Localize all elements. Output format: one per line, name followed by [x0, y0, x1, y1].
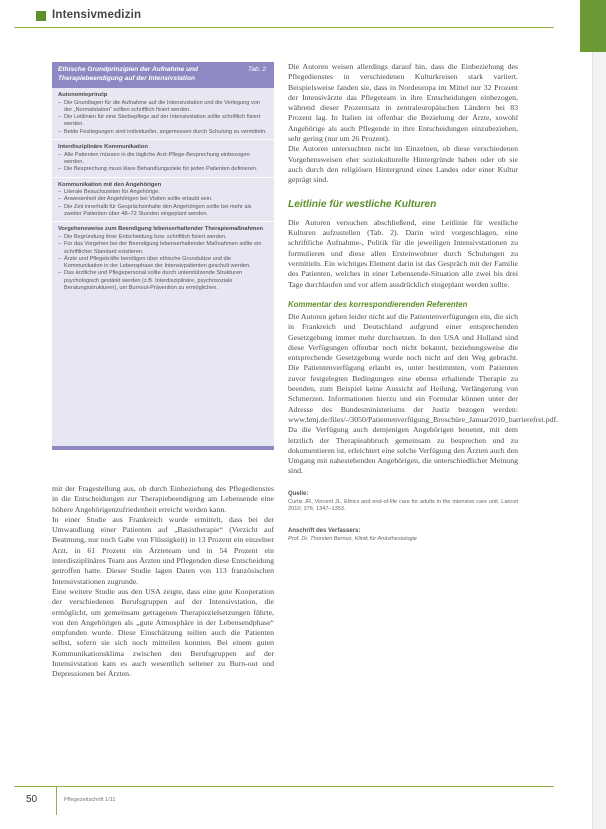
- subheading-guideline: Leitlinie für westliche Kulturen: [288, 198, 437, 210]
- header-marker: [36, 11, 46, 21]
- body-paragraph: In einer Studie aus Frankreich wurde ermittelt, dass bei der Umwandlung einer Patienten auf „Basistherapie“ (Verzicht auf Beatmung, nur noch Gabe von Flüssigkeit) in 13 Prozent ein einzelner Arzt, in 61 Prozent ein Ärzteteam und in 54 Prozent ein interdisziplinäres Team aus Ärzten und Pflegenden diese Entscheidung getroffen hatte. Dieser Studie lagen Daten von 113 französischen Intensivstationen zugrunde.: [52, 514, 274, 586]
- box-list-item: – Das ärztliche und Pflegepersonal sollte durch unterstützende Strukturen psychologisch gestärkt werden (z.B. Interdisziplinäre, psychosoziale Beratungsstrukturen), um Burnout-Prävention zu ermöglichen.: [58, 270, 268, 292]
- box-list-item: – Ärzte und Pflegekräfte benötigen über ethische Grundsätze und die Kommunikation in der Lebensphase der Intensivpatienten geschult werden.: [58, 256, 268, 271]
- running-header: [14, 6, 554, 28]
- body-paragraph: Die Autoren gehen leider nicht auf die Patientenverfügungen ein, die sich in Frankreich und Deutschland aufgrund einer entsprechenden Gesetzgebung immer mehr durchsetzen. In den USA und Holland sind diese Verfügungen offenbar noch nicht bekannt, beziehungsweise die entsprechende Gesetzgebung wurde noch nicht auf den Weg gebracht. Die Patientenverfügung erlaubt es, unter bestimmten, vom Patienten zuvor festgelegten Bedingungen eine ebenso erhaltende Therapie zu beenden, zum Beispiel keine Aussicht auf Heilung, Verlängerung von Schmerzen. Informationen hierzu und ein Formular können unter der Adresse des Bundesministeriums der Justiz bezogen werden: www.bmj.de/files/-/3050/Patientenverfügung_Broschüre_Januar2010_barrierefrei.pdf. Da die Verfügung auch demjenigen Angehörigen benennt, mit dem letztlich der Therapieabbruch gemeinsam zu besprechen und zu dokumentieren ist, erleichtert eine solche Verfügung den Ärzten auch den Umgang mit nahestehenden Angehörigen, die unterschiedlicher Meinung sind.: [288, 311, 559, 476]
- box-list-item: – Anwesenheit der Angehörigen bei Visiten sollte erlaubt sein.: [58, 196, 268, 203]
- info-box-table: [52, 62, 274, 450]
- box-list-item: – Alle Patienten müssen in die tägliche Arzt-Pflege-Besprechung einbezogen werden.: [58, 152, 268, 167]
- box-list-item: – Die Leitlinien für eine Sterbepflege auf der Intensivstation sollte schriftlich fixiert werden.: [58, 114, 268, 129]
- footer-divider: [56, 787, 57, 815]
- info-box-header: [52, 62, 274, 88]
- info-box-title: Ethische Grundprinzipien der Aufnahme und Therapiebeendigung auf der Intensivstation: [58, 66, 199, 82]
- author-label: Anschrift des Verfassers:: [288, 527, 361, 534]
- body-paragraph: Die Autoren versuchen abschließend, eine Leitlinie für westliche Kulturen aufzustellen (Tab. 2). Darin wird vorgeschlagen, eine schriftliche Aufnahme-, Politik für die jeweiligen Intensivstationen zu formulieren und diese allen Ersteinwohner durch Schulungen zu vermitteln. Ein wichtiges Element darin ist das Gespräch mit der Familie des Patienten, welches in einer Lebensende-Situation alle zwei bis drei Tage durchlaufen und vor allem ausdrücklich eingeplant werden sollte.: [288, 217, 518, 289]
- box-list-item: – Die Zeit innerhalb für Gesprächsinhalte den Angehörigen sollte bei mehr als zweiter Patienten über 48–72 Stunden eingeplant werden.: [58, 204, 268, 219]
- box-section: [52, 222, 274, 295]
- info-box-tab-label: Tab. 2: [247, 66, 266, 73]
- section-title: Intensivmedizin: [52, 9, 142, 21]
- page-footer: [14, 786, 554, 814]
- box-section: [52, 178, 274, 223]
- box-list-item: – Für das Vorgehen bei der Beendigung lebenserhaltender Maßnahmen sollte ein schriftlicher Standard existieren.: [58, 241, 268, 256]
- subheading-comment: Kommentar des korrespondierenden Referenten: [288, 299, 468, 309]
- page-edge: [592, 0, 606, 829]
- body-paragraph: Eine weitere Studie aus den USA zeigte, dass eine gute Kooperation der verschiedenen Berufsgruppen auf der Intensivstation, die ermöglicht, um gemeinsam getragenen Therapiezielsetzungen führte, von den Angehörigen als „gute Atmosphäre in der Lebensendphase“ empfunden wurde. Diese Einschätzung teilten auch die Patienten selbst, sofern sie sich noch mitteilen konnten. Bei einem guten Kommunikationsklima zwischen den Berufsgruppen auf der Intensivstation kam es auch wesentlich seltener zu Burn-out und Depressionen bei Ärzten.: [52, 586, 274, 679]
- info-box-bottom-bar: [52, 446, 274, 450]
- section-tab: [580, 0, 606, 52]
- box-section-heading: Vorgehensweise zum Beendigung lebenserhaltender Therapiemaßnahmen: [58, 226, 264, 233]
- body-paragraph: mit der Fragestellung aus, ob durch Einbeziehung des Pflegedienstes in die Entscheidungen zur Therapiebeendigung am Lebensende eine höhere Angehörigenzufriedenheit erreicht werden kann.: [52, 484, 274, 514]
- box-section-heading: Interdisziplinäre Kommunikation: [58, 144, 148, 151]
- page-number: 50: [26, 794, 38, 805]
- source-citation: Curtis JR, Vincent JL. Ethics and end-of-life care for adults in the intensive care unit. Lancet 2010; 376: 1347–1353.: [288, 498, 518, 513]
- box-section: [52, 88, 274, 140]
- box-list-item: – Die Grundlagen für die Aufnahme auf die Intensivstation und die Verlegung von der „Normalstation“ sollten schriftlich fixiert werden.: [58, 100, 268, 115]
- box-list-item: – Die Besprechung muss klare Behandlungsziele für jeden Patienten definieren.: [58, 166, 268, 173]
- box-section-heading: Autonomieprinzip: [58, 92, 108, 98]
- box-list-item: – Beide Festlegungen sind individueller, angemessen durch Schulung zu vermitteln.: [58, 129, 268, 136]
- box-list-item: – Literale Besuchszeiten für Angehörige.: [58, 189, 268, 196]
- box-section-heading: Kommunikation mit den Angehörigen: [58, 181, 162, 188]
- source-label: Quelle:: [288, 490, 309, 497]
- right-column: [288, 62, 559, 544]
- body-paragraph: Die Autoren untersuchten nicht im Einzelnen, ob diese verschiedenen Vorgehensweisen eher soziokulturelle Hintergründe haben oder ob sie auch durch den religiösen Hintergrund eines Landes oder einer Kultur geprägt sind.: [288, 144, 518, 185]
- left-column: [52, 484, 274, 680]
- body-paragraph: Die Autoren weisen allerdings darauf hin, dass die Einbeziehung des Pflegedienstes in verschiedenen Kulturkreisen stark variiert. Beispielsweise fanden sie, dass in Nordeuropa im Mittel nur 32 Prozent der Intensivärzte das Pflegeteam in ihre Entscheidungen einbezogen, während dieser Prozentsatz in zentraleuropäischen Ländern bei 83 Prozent lag. In Italien ist offenbar die Beziehung der Ärzte, sowohl Angehörige als auch Pflegende in ihre Entscheidungen einzubeziehen, sehr gering (nur um 26 Prozent).: [288, 62, 518, 144]
- author-address: Prof. Dr. Thorsten Bernus, Klinik für Anästhesiologie: [288, 536, 417, 543]
- journal-reference: Pflegezeitschrift 1/11: [64, 797, 116, 803]
- box-section: [52, 140, 274, 177]
- box-list-item: – Die Begründung ihrer Entscheidung bzw. schriftlich fixiert werden.: [58, 234, 268, 241]
